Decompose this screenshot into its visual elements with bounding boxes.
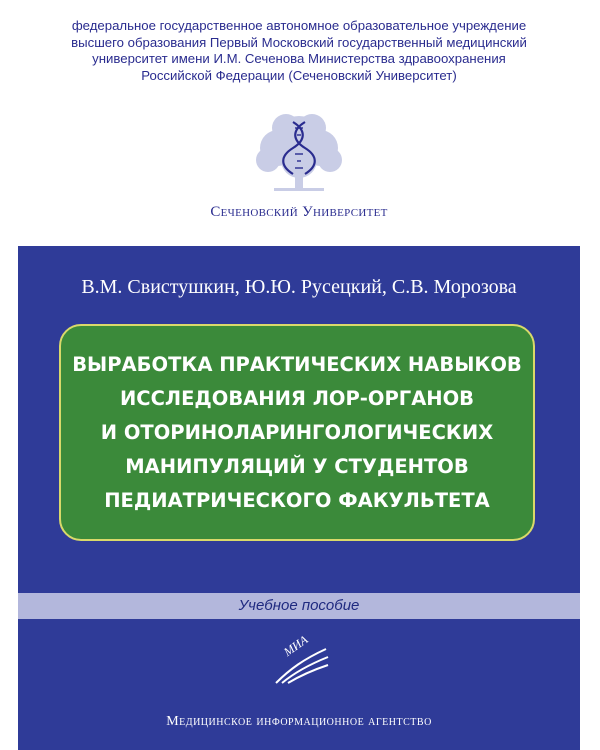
book-title-line: МАНИПУЛЯЦИЙ У СТУДЕНТОВ (125, 454, 469, 478)
publisher-name: Медицинское информационное агентство (166, 714, 432, 729)
institution-line: федеральное государственное автономное образовательное учреждение (71, 18, 527, 33)
tree-dna-logo-icon (244, 108, 354, 198)
book-title-line: И ОТОРИНОЛАРИНГОЛОГИЧЕСКИХ (100, 420, 494, 444)
institution-line: университет имени И.М. Сеченова Министерства здравоохранения (92, 51, 506, 66)
book-cover (18, 0, 580, 750)
book-authors: В.М. Свистушкин, Ю.Ю. Русецкий, С.В. Морозова (81, 276, 517, 298)
institution-name (18, 18, 580, 84)
publisher-logo-icon (268, 629, 332, 687)
institution-line: Российской Федерации (Сеченовский Университет) (141, 67, 457, 83)
book-type: Учебное пособие (238, 597, 360, 614)
book-title-line: ИССЛЕДОВАНИЯ ЛОР-ОРГАНОВ (119, 386, 475, 410)
book-title (72, 348, 522, 518)
institution-line: высшего образования Первый Московский государственный медицинский (71, 34, 527, 50)
publisher-logo-text: МИА (281, 632, 311, 659)
book-title-line: ПЕДИАТРИЧЕСКОГО ФАКУЛЬТЕТА (104, 488, 490, 512)
book-title-line: ВЫРАБОТКА ПРАКТИЧЕСКИХ НАВЫКОВ (72, 352, 522, 376)
book-type-band (18, 593, 580, 619)
title-box (59, 324, 535, 541)
cover-blue-panel (18, 246, 580, 750)
university-name: Сеченовский Университет (210, 204, 388, 220)
